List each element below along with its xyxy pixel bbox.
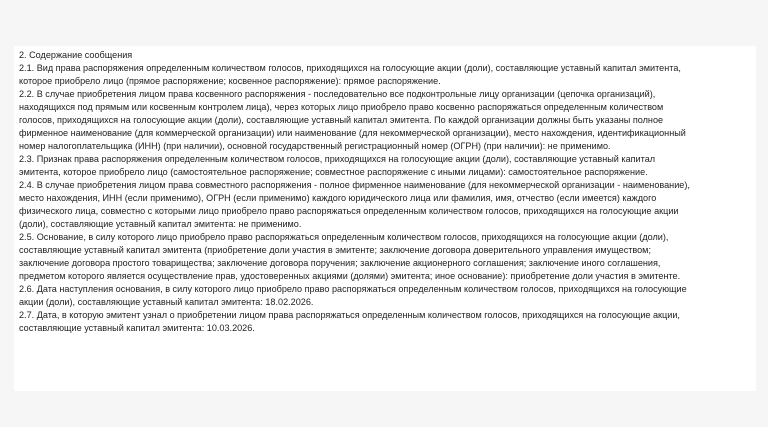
text-line: составляющие уставный капитал эмитента (приобретение доли участия в эмитенте; заключение договора доверительного управления имуществом;	[19, 245, 651, 255]
text-line: физического лица, совместно с которыми лицо приобрело право распоряжаться определенным количеством голосов, приходящихся на голосующие акции	[19, 206, 679, 216]
text-line: номер налогоплательщика (ИНН) (при наличии), основной государственный регистрационный номер (ОГРН) (при наличии): не применимо.	[19, 141, 611, 151]
text-line: 2.5. Основание, в силу которого лицо приобрело право распоряжаться определенным количеством голосов, приходящихся на голосующие акции (доли),	[19, 232, 669, 242]
text-line: 2.1. Вид права распоряжения определенным количеством голосов, приходящихся на голосующие акции (доли), составляющие уставный капитал эмитента,	[19, 63, 681, 73]
section-2-4	[19, 179, 756, 231]
text-line: голосов, приходящихся на голосующие акции (доли), составляющие уставный капитал эмитента. По каждой организации должны быть указаны полное	[19, 115, 664, 125]
section-2-7	[19, 309, 756, 335]
text-line: фирменное наименование (для коммерческой организации) или наименование (для некоммерческой организации), место нахождения, идентификационный	[19, 128, 686, 138]
text-line: 2.7. Дата, в которую эмитент узнал о приобретении лицом права распоряжаться определенным количеством голосов, приходящихся на голосующие акции,	[19, 310, 680, 320]
text-line: находящихся под прямым или косвенным контролем лица), через которых лицо приобрело право косвенно распоряжаться определенным количеством	[19, 102, 664, 112]
text-line: заключение договора простого товарищества; заключение договора поручения; заключение акционерного соглашения; заключение иного соглашения,	[19, 258, 661, 268]
section-2-6	[19, 283, 756, 309]
text-line: 2.2. В случае приобретения лицом права косвенного распоряжения - последовательно все подконтрольные лицу организации (цепочка организаций),	[19, 89, 656, 99]
section-heading: 2. Содержание сообщения	[19, 50, 133, 60]
section-2-5	[19, 231, 756, 283]
text-line: 2.4. В случае приобретения лицом права совместного распоряжения - полное фирменное наименование (для некоммерческой организации - наименование),	[19, 180, 690, 190]
text-line: предметом которого является осуществление прав, удостоверенных акциями (долями) эмитента; иное основание): приобретение доли участия в эмитенте.	[19, 271, 681, 281]
section-2-1	[19, 62, 756, 88]
text-line: акции (доли), составляющие уставный капитал эмитента: 18.02.2026.	[19, 297, 314, 307]
text-line: 2.6. Дата наступления основания, в силу которого лицо приобрело право распоряжаться определенным количеством голосов, приходящихся на голосующие	[19, 284, 687, 294]
message-content-document	[14, 46, 756, 391]
text-line: которое приобрело лицо (прямое распоряжение; косвенное распоряжение): прямое распоряжение.	[19, 76, 441, 86]
text-line: эмитента, которое приобрело лицо (самостоятельное распоряжение; совместное распоряжение с иными лицами): самостоятельное распоряжение.	[19, 167, 648, 177]
text-line: составляющие уставный капитал эмитента: 10.03.2026.	[19, 323, 255, 333]
section-2-2	[19, 88, 756, 153]
text-line: 2.3. Признак права распоряжения определенным количеством голосов, приходящихся на голосующие акции (доли), составляющие уставный капитал	[19, 154, 656, 164]
text-line: (доли), составляющие уставный капитал эмитента: не применимо.	[19, 219, 302, 229]
text-line: место нахождения, ИНН (если применимо), ОГРН (если применимо) каждого юридического лица или фамилия, имя, отчество (если имеется) каждого	[19, 193, 657, 203]
section-2-3	[19, 153, 756, 179]
